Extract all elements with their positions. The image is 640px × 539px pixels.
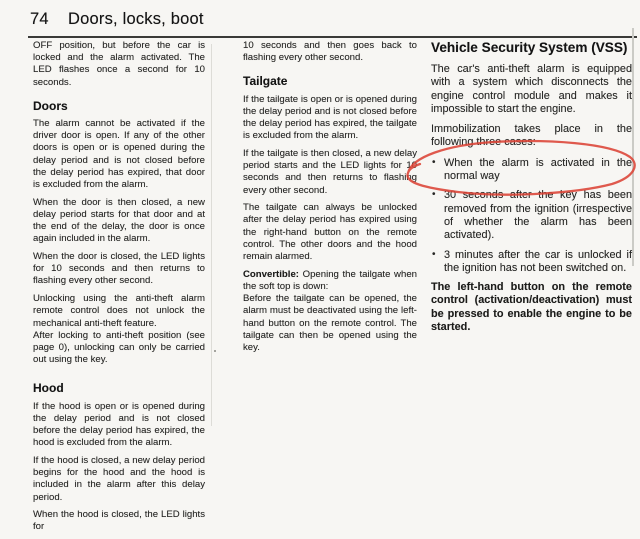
bullet-icon: •	[432, 248, 436, 260]
paragraph: Immobilization takes place in the following three cases:	[431, 123, 632, 149]
header-rule	[28, 36, 637, 38]
paragraph: The tailgate can always be unlocked after the delay period has expired using the right-hand button on the remote control. The other doors and the hood remain alarmed.	[243, 202, 417, 263]
section-heading-tailgate: Tailgate	[243, 74, 288, 89]
bullet-icon: •	[432, 189, 436, 201]
section-heading-doors: Doors	[33, 98, 68, 113]
page-number: 74	[30, 10, 49, 28]
immobilization-cases-list	[431, 157, 632, 275]
convertible-intro: Opening the tailgate when the soft top is down:	[243, 268, 417, 292]
paragraph	[243, 269, 417, 293]
paragraph: The alarm cannot be activated if the driver door is open. If any of the other doors is open or is opened during the delay period and is not closed before the delay period has expired, that door is excluded from the alarm.	[33, 118, 205, 191]
paragraph: The car's anti-theft alarm is equipped with a system which disconnects the engine control module and makes it impossible to start the engine.	[431, 63, 632, 115]
paragraph: Before the tailgate can be opened, the alarm must be deactivated using the left-hand button on the remote control. The tailgate can then be opened using the key.	[243, 293, 417, 353]
column-1	[33, 40, 205, 539]
paragraph: Unlocking using the anti-theft alarm remote control does not unlock the mechanical anti-theft feature.	[33, 293, 205, 329]
column-2	[243, 40, 417, 360]
section-heading-vss: Vehicle Security System (VSS)	[431, 40, 628, 55]
bold-note: The left-hand button on the remote control (activation/deactivation) must be pressed to enable the engine to be started.	[431, 281, 632, 334]
page-header	[30, 10, 204, 29]
convertible-label: Convertible:	[243, 268, 299, 280]
scan-page-edge-line	[632, 28, 634, 266]
paragraph: If the tailgate is open or is opened during the delay period and is not closed before the delay period has expired, the tailgate is excluded from the alarm.	[243, 93, 417, 142]
chapter-title: Doors, locks, boot	[68, 10, 204, 28]
section-heading-hood: Hood	[33, 381, 64, 396]
paragraph: OFF position, but before the car is locked and the alarm activated. The LED flashes once a second for 10 seconds.	[33, 40, 205, 88]
paragraph: If the tailgate is then closed, a new delay period starts and the LED lights for 10 seconds and then returns to flashing every other second.	[243, 147, 417, 196]
paragraph: If the hood is closed, a new delay period begins for the hood and the hood is included in the alarm after this delay period.	[33, 454, 205, 503]
column-3	[431, 40, 632, 341]
list-item	[431, 189, 632, 242]
paragraph: 10 seconds and then goes back to flashing every other second.	[243, 40, 417, 64]
paragraph: After locking to anti-theft position (see page 0), unlocking can only be carried out using the key.	[33, 329, 205, 366]
bullet-text: 3 minutes after the car is unlocked if the ignition has not been switched on.	[444, 248, 632, 274]
bullet-icon: •	[432, 156, 436, 168]
paragraph: When the hood is closed, the LED lights for	[33, 509, 205, 533]
bullet-text: 30 seconds after the key has been removed from the ignition (irrespective of whether the alarm has been activated).	[444, 189, 632, 242]
scan-artifact-dot	[214, 350, 216, 352]
list-item	[431, 157, 632, 184]
list-item	[431, 249, 632, 276]
column-divider-line	[211, 44, 212, 426]
bullet-text: When the alarm is activated in the normal way	[444, 156, 632, 183]
paragraph: When the door is closed, the LED lights for 10 seconds and then returns to flashing every other second.	[33, 251, 205, 287]
paragraph: If the hood is open or is opened during the delay period and is not closed before the delay period has expired, the hood is excluded from the alarm.	[33, 400, 205, 449]
paragraph: When the door is then closed, a new delay period starts for that door and at the end of the delay, the door is once again included in the alarm.	[33, 196, 205, 245]
